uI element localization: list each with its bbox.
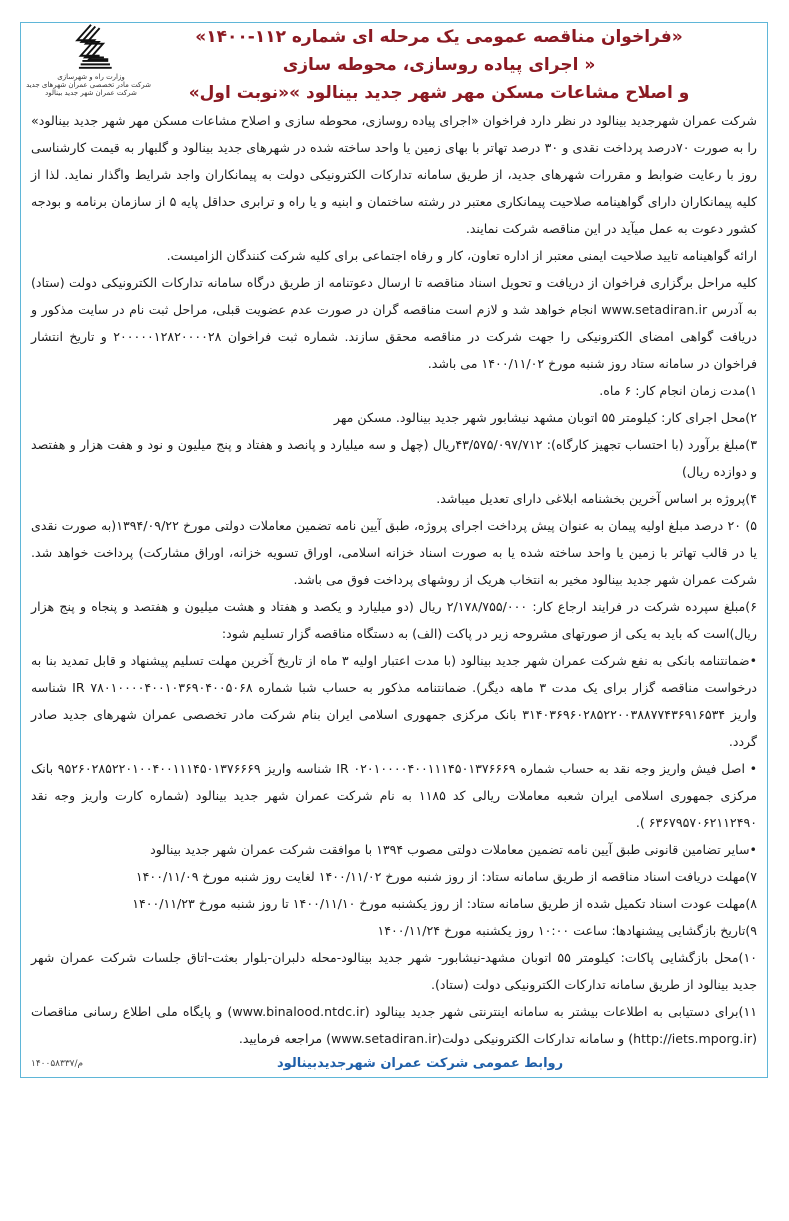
logo-caption-3: شرکت عمران شهر جدید بینالود bbox=[45, 89, 137, 97]
ad-code: م/۱۴۰۰۵۸۳۳۷ bbox=[31, 1058, 84, 1069]
notice-footer bbox=[31, 1056, 757, 1071]
ministry-logo bbox=[26, 23, 151, 97]
notice-frame bbox=[20, 22, 768, 1078]
item-1: ۱)مدت زمان انجام کار: ۶ ماه. bbox=[599, 383, 757, 398]
notice-header bbox=[26, 23, 757, 107]
logo-caption-2: شرکت مادر تخصصی عمران شهرهای جدید bbox=[26, 81, 151, 89]
item-9: ۹)تاریخ بازگشایی پیشنهادها: ساعت ۱۰:۰۰ روز یکشنبه مورخ ۱۴۰۰/۱۱/۲۴ bbox=[377, 923, 757, 938]
intro-paragraph: شرکت عمران شهرجدید بینالود در نظر دارد فراخوان «اجرای پیاده روسازی، محوطه سازی و اصلاح مشاعات مسکن مهر شهر جدید بینالود» را به صورت ۷۰درصد پرداخت نقدی و ۳۰ درصد تهاتر با بهای زمین یا واحد ساخته شده در شهرهای جدید بینالود و گلبهار به قیمت کارشناسی روز با رعایت ضوابط و مقررات شهرهای جدید، از طریق سامانه تدارکات الکترونیکی دولت به پیمانکاران واجد شرایط واگذار نماید. لذا از کلیه پیمانکاران دارای گواهینامه صلاحیت پیمانکاری معتبر در رشته ساختمان و ابنیه و یا راه و ترابری حداقل پایه ۵ از سازمان برنامه و بودجه کشور دعوت به عمل میآید در این مناقصه شرکت نمایند. bbox=[31, 113, 758, 236]
notice-title bbox=[161, 23, 717, 107]
item-11: ۱۱)برای دستیابی به اطلاعات بیشتر به سامانه اینترنتی شهر جدید بینالود (www.binalood.ntdc.ir) و پایگاه ملی اطلاع رسانی مناقصات (http://iets.mporg.ir) و سامانه تدارکات الکترونیکی دولت(www.setadiran.ir) مراجعه فرمایید. bbox=[31, 1004, 757, 1046]
item-6: ۶)مبلغ سپرده شرکت در فرایند ارجاع کار: ۲/۱۷۸/۷۵۵/۰۰۰ ریال (دو میلیارد و یکصد و هفتاد و هشت میلیون و هفتصد و پنجاه و پنج هزار ریال)است که باید به یکی از صورتهای مشروحه زیر در پاکت (الف) به دستگاه مناقصه گزار تسلیم شود: bbox=[31, 599, 757, 641]
item-10: ۱۰)محل بازگشایی پاکات: کیلومتر ۵۵ اتوبان مشهد-نیشابور- شهر جدید بینالود-محله دلبران-بلوار بعثت-اتاق جلسات شرکت عمران شهر جدید بینالود از طریق سامانه تدارکات الکترونیکی دولت (ستاد). bbox=[31, 950, 757, 992]
safety-paragraph: ارائه گواهینامه تایید صلاحیت ایمنی معتبر از اداره تعاون، کار و رفاه اجتماعی برای کلیه شرکت کنندگان الزامیست. bbox=[166, 248, 757, 263]
title-line-1: «فراخوان مناقصه عمومی یک مرحله ای شماره ۱۱۲-۱۴۰۰» bbox=[195, 27, 683, 47]
public-relations-signature: روابط عمومی شرکت عمران شهرجدیدبینالود bbox=[277, 1056, 564, 1071]
logo-caption-1: وزارت راه و شهرسازی bbox=[57, 73, 125, 81]
title-line-3: و اصلاح مشاعات مسکن مهر شهر جدید بینالود »«نوبت اول» bbox=[188, 83, 690, 103]
item-5: ۵) ۲۰ درصد مبلغ اولیه پیمان به عنوان پیش پرداخت اجرای پروژه، طبق آیین نامه تضمین معاملات دولتی مورخ ۱۳۹۴/۰۹/۲۲(به صورت نقدی یا در قالب تهاتر با زمین یا واحد ساخته شده یا به صورت اسناد خزانه اسلامی، اوراق تسویه خزانه، اوراق مشارکت) پرداخت خواهد شد. شرکت عمران شهر جدید بینالود مخیر به انتخاب هریک از روشهای پرداخت فوق می باشد. bbox=[31, 518, 757, 587]
item-8: ۸)مهلت عودت اسناد تکمیل شده از طریق سامانه ستاد: از روز یکشنبه مورخ ۱۴۰۰/۱۱/۱۰ تا روز شنبه مورخ ۱۴۰۰/۱۱/۲۳ bbox=[132, 896, 757, 911]
guarantee-cash: • اصل فیش واریز وجه نقد به حساب شماره IR ۰۲۰۱۰۰۰۰۴۰۰۱۱۱۴۵۰۱۳۷۶۶۶۹ شناسه واریز ۹۵۲۶۰۲۸۵۲۲۰۱۰۰۴۰۰۱۱۱۴۵۰۱۳۷۶۶۶۹ بانک مرکزی جمهوری اسلامی ایران شعبه معاملات ریالی کد ۱۱۸۵ به نام شرکت عمران شهر جدید بینالود (شماره کارت واریز وجه نقد ۶۳۶۷۹۵۷۰۶۲۱۱۲۴۹۰ ). bbox=[31, 761, 758, 830]
logo-stripes-icon bbox=[65, 23, 117, 73]
item-7: ۷)مهلت دریافت اسناد مناقصه از طریق سامانه ستاد: از روز شنبه مورخ ۱۴۰۰/۱۱/۰۲ لغایت روز شنبه مورخ ۱۴۰۰/۱۱/۰۹ bbox=[135, 869, 757, 884]
notice-body bbox=[31, 107, 757, 1052]
guarantee-bank: •ضمانتنامه بانکی به نفع شرکت عمران شهر جدید بینالود (با مدت اعتبار اولیه ۳ ماه از تاریخ آخرین مهلت تسلیم پیشنهاد و قابل تمدید بنا به درخواست مناقصه گزار برای یک مدت ۳ ماهه دیگر). ضمانتنامه مذکور به حساب شبا شماره IR ۷۸۰۱۰۰۰۰۴۰۰۱۰۳۶۹۰۴۰۰۵۰۶۸ شناسه واریز ۳۱۴۰۳۶۹۶۰۲۸۵۲۲۰۰۳۸۸۷۷۴۳۶۹۱۶۵۳۴ بانک مرکزی جمهوری اسلامی ایران بنام شرکت مادر تخصصی عمران شهرهای جدید صادر گردد. bbox=[31, 653, 757, 749]
guarantee-other: •سایر تضامین قانونی طبق آیین نامه تضمین معاملات دولتی مصوب ۱۳۹۴ با موافقت شرکت عمران شهر جدید بینالود bbox=[150, 842, 757, 857]
item-2: ۲)محل اجرای کار: کیلومتر ۵۵ اتوبان مشهد نیشابور شهر جدید بینالود. مسکن مهر bbox=[333, 410, 757, 425]
setad-paragraph: کلیه مراحل برگزاری فراخوان از دریافت و تحویل اسناد مناقصه تا ارسال دعوتنامه از طریق درگاه سامانه تدارکات الکترونیکی دولت (ستاد) به آدرس www.setadiran.ir انجام خواهد شد و لازم است مناقصه گران در صورت عدم عضویت قبلی، مراحل ثبت نام در سایت مذکور و دریافت گواهی امضای الکترونیکی را جهت شرکت در مناقصه محقق سازند. شماره ثبت فراخوان ۲۰۰۰۰۰۱۲۸۲۰۰۰۰۲۸ و تاریخ انتشار فراخوان در سامانه ستاد روز شنبه مورخ ۱۴۰۰/۱۱/۰۲ می باشد. bbox=[31, 275, 758, 371]
item-3: ۳)مبلغ برآورد (با احتساب تجهیز کارگاه): ۴۳/۵۷۵/۰۹۷/۷۱۲ریال (چهل و سه میلیارد و پانصد و هفتاد و پنج میلیون و نود و هفت هزار و هفتصد و دوازده ریال) bbox=[31, 437, 757, 479]
title-line-2: « اجرای پیاده روسازی، محوطه سازی bbox=[282, 55, 596, 75]
item-4: ۴)پروژه بر اساس آخرین بخشنامه ابلاغی دارای تعدیل میباشد. bbox=[436, 491, 757, 506]
